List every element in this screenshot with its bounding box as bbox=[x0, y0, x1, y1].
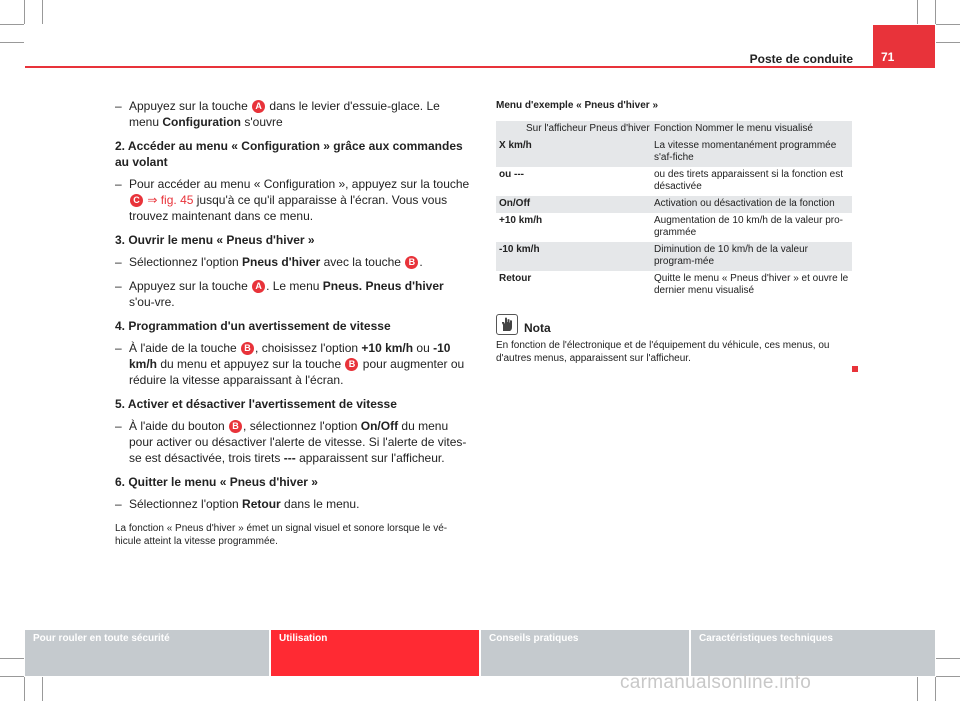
table-header-cell: Fonction Nommer le menu visualisé bbox=[654, 121, 852, 138]
table-row bbox=[496, 242, 852, 271]
crop-mark bbox=[0, 676, 24, 677]
tab-safety[interactable]: Pour rouler en toute sécurité bbox=[25, 630, 269, 676]
page-number: 71 bbox=[881, 50, 895, 64]
crop-mark bbox=[42, 0, 43, 24]
instruction-item: – Appuyez sur la touche A dans le levier d'essuie-glace. Le menu Configuration s'ouvre bbox=[115, 99, 440, 129]
footnote-text: La fonction « Pneus d'hiver » émet un signal visuel et sonore lorsque le vé-hicule atteint la vitesse programmée. bbox=[115, 523, 448, 547]
table-cell: Augmentation de 10 km/h de la valeur pro-grammée bbox=[654, 215, 843, 238]
crop-mark bbox=[917, 677, 918, 701]
table-title: Menu d'exemple « Pneus d'hiver » bbox=[496, 100, 659, 111]
page-number-box bbox=[873, 25, 935, 68]
tab-utilisation[interactable]: Utilisation bbox=[271, 630, 479, 676]
table-row bbox=[496, 138, 852, 167]
crop-mark bbox=[936, 658, 960, 659]
table-cell: X km/h bbox=[496, 138, 654, 167]
crop-mark bbox=[24, 0, 25, 24]
table-cell: Quitte le menu « Pneus d'hiver » et ouvre le dernier menu visualisé bbox=[654, 273, 849, 296]
instruction-item: – À l'aide du bouton B , sélectionnez l'option On/Off du menu pour activer ou désactiver l'alerte de vitesse. Si l'alerte de vites-se est désactivée, trois tirets --- apparaissent sur l'afficheur. bbox=[115, 419, 467, 465]
table-cell: ou --- bbox=[499, 169, 524, 180]
step-heading: 5. Activer et désactiver l'avertissement de vitesse bbox=[115, 397, 397, 411]
key-b-icon: B bbox=[345, 358, 358, 371]
table-cell: La vitesse momentanément programmée s'af-fiche bbox=[654, 138, 852, 167]
crop-mark bbox=[0, 658, 24, 659]
table-cell: +10 km/h bbox=[499, 215, 543, 226]
section-end-marker bbox=[852, 366, 858, 372]
key-a-icon: A bbox=[252, 100, 265, 113]
crop-mark bbox=[935, 0, 936, 24]
key-b-icon: B bbox=[241, 342, 254, 355]
table-row bbox=[496, 167, 852, 196]
figure-reference-link[interactable]: ⇒ fig. 45 bbox=[144, 193, 194, 207]
header-rule bbox=[25, 66, 935, 68]
crop-mark bbox=[936, 24, 960, 25]
instruction-item: – À l'aide de la touche B , choisissez l'option +10 km/h ou -10 km/h du menu et appuyez sur la touche B pour augmenter ou réduire la vitesse apparaissant à l'écran. bbox=[115, 341, 465, 387]
crop-mark bbox=[935, 677, 936, 701]
step-heading: 2. Accéder au menu « Configuration » grâce aux commandes au volant bbox=[115, 139, 463, 169]
table-cell: Retour bbox=[499, 273, 532, 284]
table-cell: On/Off bbox=[496, 196, 654, 213]
key-a-icon: A bbox=[252, 280, 265, 293]
step-heading: 6. Quitter le menu « Pneus d'hiver » bbox=[115, 475, 318, 489]
table-cell: Activation ou désactivation de la fonction bbox=[654, 196, 852, 213]
right-column bbox=[496, 98, 852, 365]
key-c-icon: C bbox=[130, 194, 143, 207]
table-cell: ou des tirets apparaissent si la fonction est désactivée bbox=[654, 169, 843, 192]
instruction-item: – Sélectionnez l'option Pneus d'hiver avec la touche B . bbox=[115, 255, 423, 269]
crop-mark bbox=[0, 42, 24, 43]
table-row bbox=[496, 196, 852, 213]
tab-practical-tips[interactable]: Conseils pratiques bbox=[481, 630, 689, 676]
nota-label: Nota bbox=[524, 321, 551, 335]
page-title: Poste de conduite bbox=[749, 52, 853, 66]
crop-mark bbox=[42, 677, 43, 701]
watermark: carmanualsonline.info bbox=[620, 672, 812, 693]
step-heading: 4. Programmation d'un avertissement de vitesse bbox=[115, 319, 391, 333]
table-header-row bbox=[496, 121, 852, 138]
table-cell: Diminution de 10 km/h de la valeur program-mée bbox=[654, 242, 852, 271]
key-b-icon: B bbox=[405, 256, 418, 269]
table-cell: -10 km/h bbox=[496, 242, 654, 271]
crop-mark bbox=[936, 676, 960, 677]
crop-mark bbox=[936, 42, 960, 43]
left-column bbox=[115, 98, 472, 548]
instruction-item: – Pour accéder au menu « Configuration », appuyez sur la touche C ⇒ fig. 45 jusqu'à ce qu'il apparaisse à l'écran. Vous vous trouvez maintenant dans ce menu. bbox=[115, 177, 470, 223]
footer-tabs bbox=[25, 630, 935, 676]
note-hand-icon bbox=[496, 314, 518, 335]
crop-mark bbox=[24, 677, 25, 701]
instruction-item: – Appuyez sur la touche A . Le menu Pneus. Pneus d'hiver s'ou-vre. bbox=[115, 279, 444, 309]
table-row bbox=[496, 213, 852, 242]
crop-mark bbox=[0, 24, 24, 25]
key-b-icon: B bbox=[229, 420, 242, 433]
table-header-cell: Sur l'afficheur Pneus d'hiver bbox=[496, 121, 654, 138]
nota-box bbox=[496, 314, 852, 365]
crop-mark bbox=[917, 0, 918, 24]
nota-text: En fonction de l'électronique et de l'équipement du véhicule, ces menus, ou d'autres menus, apparaissent sur l'afficheur. bbox=[496, 340, 830, 364]
menu-table bbox=[496, 121, 852, 300]
tab-technical-specs[interactable]: Caractéristiques techniques bbox=[691, 630, 935, 676]
step-heading: 3. Ouvrir le menu « Pneus d'hiver » bbox=[115, 233, 315, 247]
table-row bbox=[496, 271, 852, 300]
instruction-item: – Sélectionnez l'option Retour dans le menu. bbox=[115, 497, 360, 511]
